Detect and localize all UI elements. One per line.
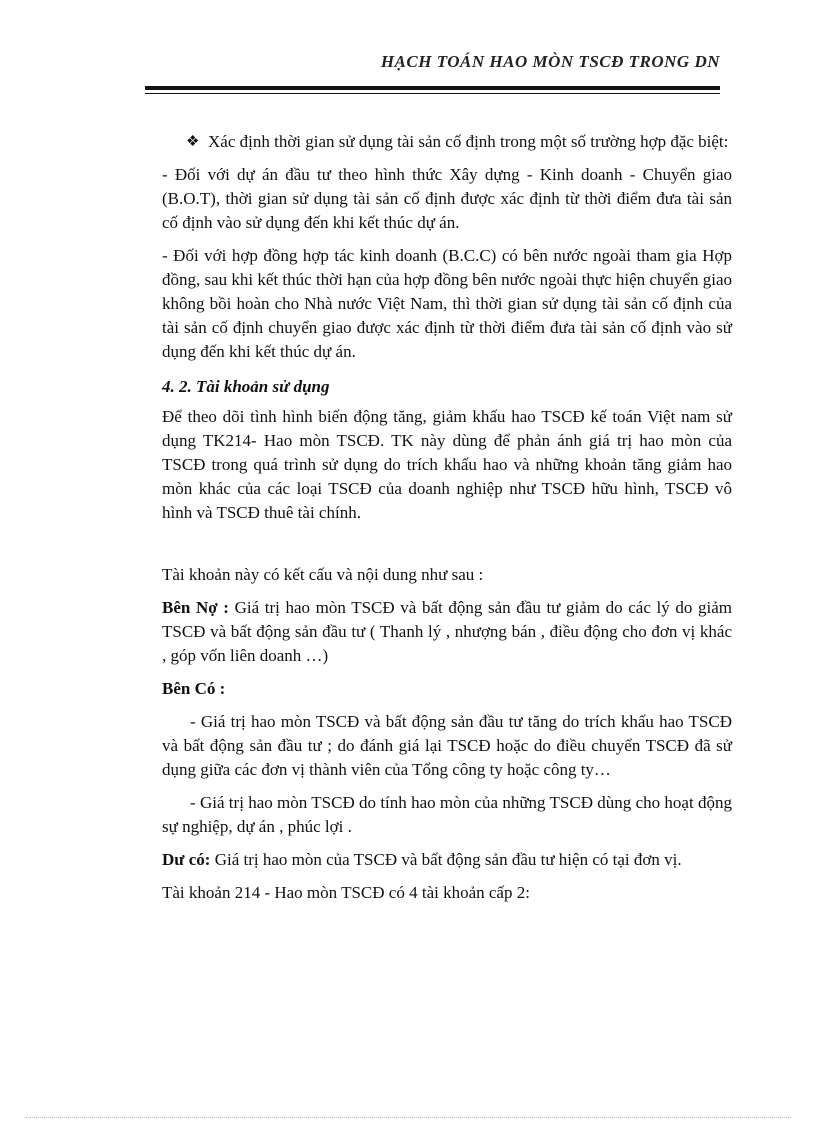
ben-no-label: Bên Nợ : — [162, 598, 229, 617]
paragraph-tk214: Để theo dõi tình hình biến động tăng, giảm khấu hao TSCĐ kế toán Việt nam sử dụng TK214- Hao mòn TSCĐ. TK này dùng để phản ánh giá trị hao mòn của TSCĐ trong quá trình sử dụng do trích khấu hao và những khoản tăng giảm hao mòn khác của các loại TSCĐ của doanh nghiệp như TSCĐ hữu hình, TSCĐ vô hình và TSCĐ thuê tài chính. — [162, 407, 732, 522]
paragraph-sub-accounts: Tài khoản 214 - Hao mòn TSCĐ có 4 tài khoản cấp 2: — [162, 883, 530, 902]
ben-no-text: Giá trị hao mòn TSCĐ và bất động sản đầu tư giảm do các lý do giảm TSCĐ và bất động sản đầu tư ( Thanh lý , nhượng bán , điều động cho đơn vị khác , góp vốn liên doanh …) — [162, 598, 732, 665]
paragraph-bot: - Đối với dự án đầu tư theo hình thức Xây dựng - Kinh doanh - Chuyển giao (B.O.T), thời gian sử dụng tài sản cố định được xác định từ thời điểm đưa tài sản cố định vào sử dụng đến khi kết thúc dự án. — [162, 165, 732, 232]
bullet-item — [186, 130, 732, 154]
document-body — [162, 130, 732, 905]
paragraph-bcc: - Đối với hợp đồng hợp tác kinh doanh (B.C.C) có bên nước ngoài tham gia Hợp đồng, sau khi kết thúc thời hạn của hợp đồng bên nước ngoài thực hiện chuyển giao không bồi hoàn cho Nhà nước Việt Nam, thì thời gian sử dụng tài sản cố định của tài sản cố định chuyển giao được xác định từ thời điểm đưa tài sản cố định vào sử dụng đến khi kết thúc dự án. — [162, 246, 732, 361]
footer-divider — [25, 1117, 791, 1118]
du-co-text: Giá trị hao mòn của TSCĐ và bất động sản đầu tư hiện có tại đơn vị. — [210, 850, 682, 869]
page-header: HẠCH TOÁN HAO MÒN TSCĐ TRONG DN — [380, 52, 720, 71]
header-rule-thick — [145, 86, 720, 90]
section-title: 4. 2. Tài khoản sử dụng — [162, 377, 330, 396]
paragraph-du-co — [162, 848, 732, 872]
paragraph-structure-intro: Tài khoản này có kết cấu và nội dung như sau : — [162, 565, 484, 584]
header-rule-thin — [145, 93, 720, 94]
ben-co-label: Bên Có : — [162, 679, 226, 698]
paragraph-ben-co-1: - Giá trị hao mòn TSCĐ và bất động sản đầu tư tăng do trích khấu hao TSCĐ và bất động sản đầu tư ; do đánh giá lại TSCĐ hoặc do điều chuyển TSCĐ đã sử dụng giữa các đơn vị thành viên của Tổng công ty hoặc công ty… — [162, 712, 732, 779]
paragraph-ben-co-2: - Giá trị hao mòn TSCĐ do tính hao mòn của những TSCĐ dùng cho hoạt động sự nghiệp, dự án , phúc lợi . — [162, 793, 732, 836]
du-co-label: Dư có: — [162, 850, 211, 869]
bullet-text: Xác định thời gian sử dụng tài sản cố định trong một số trường hợp đặc biệt: — [208, 132, 729, 151]
paragraph-ben-no — [162, 596, 732, 668]
diamond-bullet-icon: ❖ — [186, 134, 200, 150]
